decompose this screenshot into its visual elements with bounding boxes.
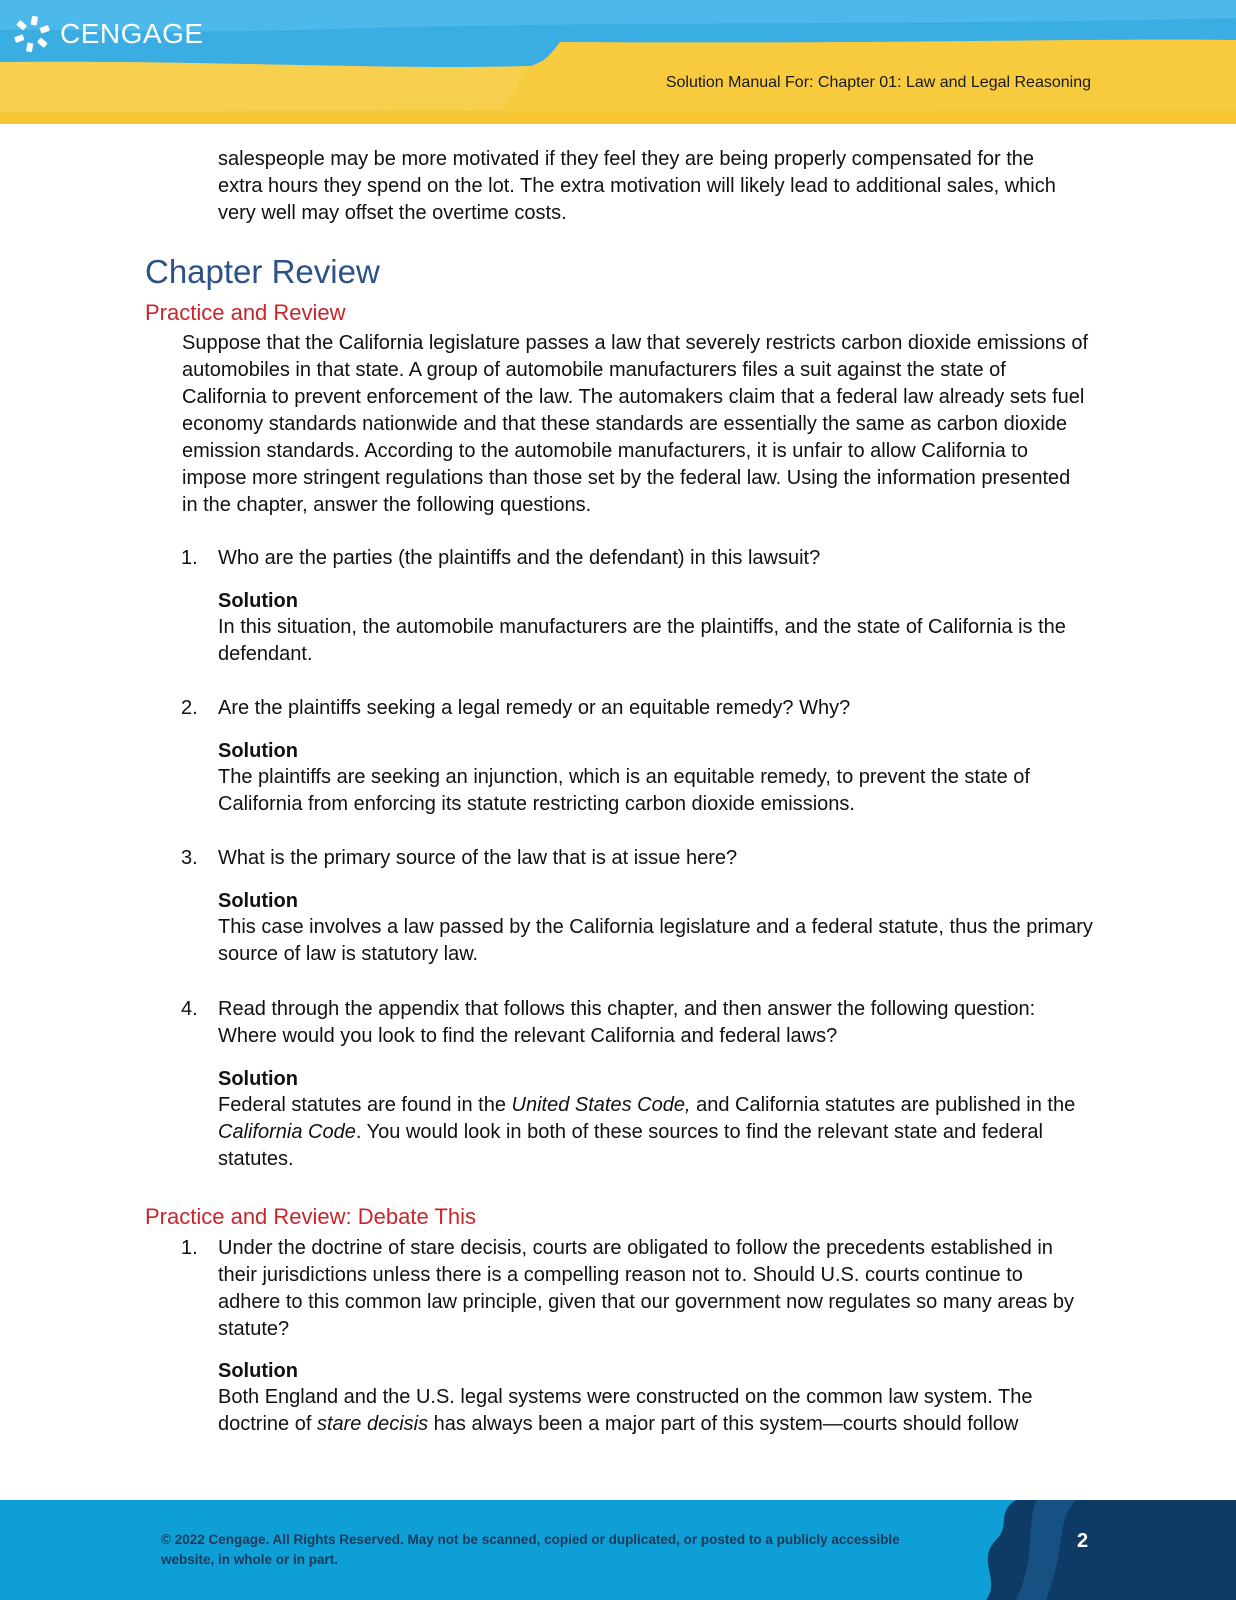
italic-title: California Code — [218, 1121, 356, 1143]
page-footer — [0, 1500, 1236, 1600]
text-line: impose more stringent regulations than those set by the federal law. Using the information presented — [182, 467, 1071, 489]
solution-text — [218, 914, 1093, 968]
text-line: statutes. — [218, 1148, 294, 1170]
text-line: emission standards. According to the automobile manufacturers, it is unfair to allow California to — [182, 440, 1028, 462]
text-line: Who are the parties (the plaintiffs and the defendant) in this lawsuit? — [218, 547, 821, 569]
text-line: statute? — [218, 1318, 290, 1340]
intro-paragraph — [218, 146, 1056, 227]
solution-label: Solution — [218, 890, 298, 912]
text-line: adhere to this common law principle, given that our government now regulates so many areas by — [218, 1291, 1075, 1313]
copyright-notice — [161, 1530, 941, 1570]
page-number: 2 — [1077, 1530, 1089, 1552]
question-text — [218, 1235, 1074, 1343]
logo-wordmark: CENGAGE — [60, 18, 204, 49]
text-line: Read through the appendix that follows this chapter, and then answer the following question: — [218, 998, 1036, 1020]
text-line: in the chapter, answer the following questions. — [182, 494, 592, 516]
text-line: What is the primary source of the law that is at issue here? — [218, 847, 738, 869]
solution-label: Solution — [218, 1360, 298, 1382]
debate-this-heading: Practice and Review: Debate This — [145, 1204, 476, 1229]
text-line — [218, 1119, 1075, 1146]
question-text — [218, 695, 850, 722]
text-line: salespeople may be more motivated if they feel they are being properly compensated for the — [218, 148, 1035, 170]
text-line: Where would you look to find the relevant California and federal laws? — [218, 1025, 838, 1047]
solution-label: Solution — [218, 740, 298, 762]
question-number: 1. — [181, 1237, 198, 1259]
text-line: Both England and the U.S. legal systems were constructed on the common law system. The — [218, 1386, 1033, 1408]
text-line: automobiles in that state. A group of automobile manufacturers files a suit against the state of — [182, 359, 1006, 381]
solution-text — [218, 614, 1066, 668]
question-text — [218, 996, 1035, 1050]
practice-review-heading: Practice and Review — [145, 300, 346, 325]
question-number: 3. — [181, 847, 198, 869]
question-text — [218, 545, 820, 572]
footer-banner-art — [956, 1500, 1236, 1600]
text-run: Federal statutes are found in the — [218, 1094, 512, 1116]
text-line: website, in whole or in part. — [161, 1552, 339, 1567]
question-number: 1. — [181, 547, 198, 569]
question-number: 2. — [181, 697, 198, 719]
question-text — [218, 845, 737, 872]
text-line: economy standards nationwide and that these standards are essentially the same as carbon dioxide — [182, 413, 1067, 435]
text-line: their jurisdictions unless there is a compelling reason not to. Should U.S. courts continue to — [218, 1264, 1023, 1286]
document-title: Solution Manual For: Chapter 01: Law and Legal Reasoning — [665, 74, 1091, 91]
text-run: has always been a major part of this system—courts should follow — [428, 1413, 1019, 1435]
question-number: 4. — [181, 998, 198, 1020]
text-run: and California statutes are published in the — [690, 1094, 1076, 1116]
solution-text — [218, 764, 1030, 818]
text-line: Suppose that the California legislature passes a law that severely restricts carbon dioxide emissions of — [182, 332, 1089, 354]
solution-text — [218, 1092, 1075, 1173]
italic-term: stare decisis — [316, 1413, 429, 1435]
solution-text — [218, 1384, 1032, 1438]
chapter-review-heading: Chapter Review — [145, 253, 380, 290]
text-line: California to prevent enforcement of the law. The automakers claim that a federal law already sets fuel — [182, 386, 1085, 408]
text-line: extra hours they spend on the lot. The extra motivation will likely lead to additional sales, which — [218, 175, 1056, 197]
text-line: very well may offset the overtime costs. — [218, 202, 567, 224]
scenario-paragraph — [182, 330, 1088, 519]
text-line: Are the plaintiffs seeking a legal remedy or an equitable remedy? Why? — [218, 697, 851, 719]
text-line: source of law is statutory law. — [218, 943, 479, 965]
text-line — [218, 1092, 1075, 1119]
text-line: © 2022 Cengage. All Rights Reserved. May not be scanned, copied or duplicated, or posted to a publicly accessible — [161, 1532, 900, 1547]
text-line: California from enforcing its statute restricting carbon dioxide emissions. — [218, 793, 855, 815]
page-header — [0, 0, 1236, 124]
text-line — [218, 1411, 1032, 1438]
italic-title: United States Code, — [511, 1094, 691, 1116]
text-line: This case involves a law passed by the California legislature and a federal statute, thus the primary — [218, 916, 1093, 938]
solution-label: Solution — [218, 590, 298, 612]
cengage-burst-icon — [12, 14, 52, 54]
solution-label: Solution — [218, 1068, 298, 1090]
text-line: Under the doctrine of stare decisis, courts are obligated to follow the precedents established in — [218, 1237, 1053, 1259]
cengage-logo — [12, 14, 204, 54]
text-line: The plaintiffs are seeking an injunction, which is an equitable remedy, to prevent the state of — [218, 766, 1030, 788]
text-run: doctrine of — [218, 1413, 317, 1435]
text-run: . You would look in both of these sources to find the relevant state and federal — [355, 1121, 1043, 1143]
text-line: In this situation, the automobile manufacturers are the plaintiffs, and the state of California is the — [218, 616, 1066, 638]
text-line: defendant. — [218, 643, 313, 665]
